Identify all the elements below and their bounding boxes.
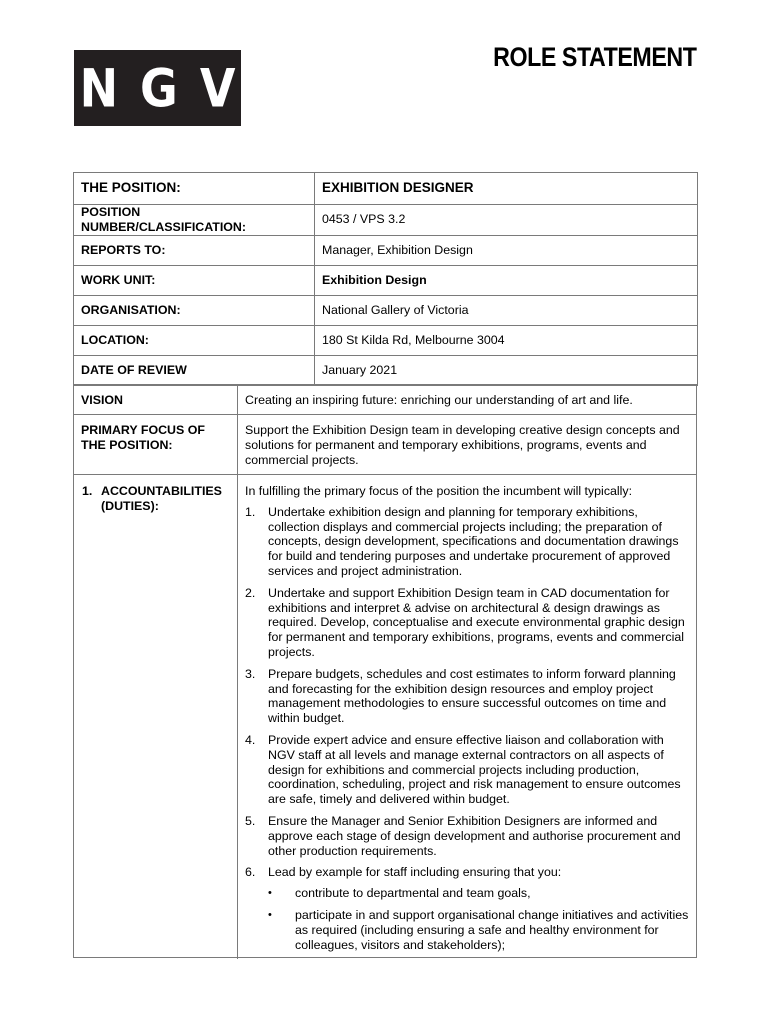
date-of-review-label: DATE OF REVIEW <box>74 355 315 385</box>
document-title: ROLE STATEMENT <box>492 42 696 72</box>
ngv-logo <box>74 50 258 126</box>
list-item <box>245 814 689 858</box>
position-number-label: POSITION NUMBER/CLASSIFICATION: <box>74 205 315 236</box>
table-row <box>74 235 698 265</box>
duty-number: 3. <box>245 666 256 681</box>
accountabilities-heading <box>82 484 230 514</box>
table-row <box>74 265 698 295</box>
accountabilities-content <box>238 475 696 959</box>
duty-text: Undertake exhibition design and planning for temporary exhibitions, collection displays and commercial projects including; the preparation of concepts, design development, specifications and documentation drawings for build and tendering purposes and undertake procurement of approved services and project administration. <box>268 504 679 578</box>
position-number-value: 0453 / VPS 3.2 <box>315 205 698 236</box>
list-item <box>245 865 689 880</box>
list-item <box>245 505 689 579</box>
bullet-icon: • <box>268 887 272 900</box>
primary-focus-label <box>74 415 238 474</box>
logo-text: NGV <box>79 56 258 120</box>
list-item <box>245 667 689 726</box>
section-number: 1. <box>82 484 93 498</box>
work-unit-label: WORK UNIT: <box>74 265 315 295</box>
duty-number: 4. <box>245 732 256 747</box>
duty-number: 5. <box>245 813 256 828</box>
role-details-grid <box>73 384 697 958</box>
table-row <box>74 325 698 355</box>
duty-number: 1. <box>245 504 256 519</box>
accountabilities-label-line1: ACCOUNTABILITIES <box>101 484 222 498</box>
duty-text: Ensure the Manager and Senior Exhibition Designers are informed and approve each stage of design development and authorise procurement and other production requirements. <box>268 813 681 858</box>
list-item <box>268 886 689 901</box>
primary-focus-label-line1: PRIMARY FOCUS OF <box>81 423 205 437</box>
primary-focus-row <box>74 414 696 474</box>
table-row <box>74 173 698 205</box>
date-of-review-value: January 2021 <box>315 355 698 385</box>
primary-focus-label-line2: THE POSITION: <box>81 437 173 452</box>
duty-text: Lead by example for staff including ensuring that you: <box>268 865 562 880</box>
position-details-table <box>73 172 698 386</box>
accountabilities-label-text <box>101 484 222 514</box>
position-title: EXHIBITION DESIGNER <box>315 173 698 205</box>
work-unit-value: Exhibition Design <box>315 265 698 295</box>
duty-number: 6. <box>245 865 256 880</box>
table-row <box>74 295 698 325</box>
duty-number: 2. <box>245 585 256 600</box>
list-item <box>245 733 689 807</box>
list-item <box>245 586 689 660</box>
accountabilities-row <box>74 474 696 959</box>
bullet-text: participate in and support organisational change initiatives and activities as required (including ensuring a safe and healthy environment for colleagues, visitors and stakeholders); <box>295 907 689 952</box>
vision-row <box>74 384 696 414</box>
bullet-icon: • <box>268 908 272 921</box>
reports-to-label: REPORTS TO: <box>74 235 315 265</box>
lead-by-example-list <box>245 886 689 952</box>
primary-focus-text: Support the Exhibition Design team in developing creative design concepts and solutions for permanent and temporary exhibitions, programs, events and commercial projects. <box>245 423 680 467</box>
organisation-label: ORGANISATION: <box>74 295 315 325</box>
organisation-value: National Gallery of Victoria <box>315 295 698 325</box>
bullet-text: contribute to departmental and team goals, <box>295 886 531 901</box>
table-row <box>74 355 698 385</box>
duty-text: Provide expert advice and ensure effective liaison and collaboration with NGV staff at all levels and manage external contractors on all aspects of design for exhibitions and commercial projects including production, coordination, scheduling, project and risk management to ensure outcomes are safe, timely and delivered within budget. <box>268 732 681 807</box>
duty-text: Prepare budgets, schedules and cost estimates to inform forward planning and forecasting for the exhibition design resources and employ project management methodologies to ensure successful outcomes on time and within budget. <box>268 666 676 726</box>
reports-to-value: Manager, Exhibition Design <box>315 235 698 265</box>
location-value: 180 St Kilda Rd, Melbourne 3004 <box>315 325 698 355</box>
position-label: THE POSITION: <box>74 173 315 205</box>
accountabilities-label-line2: (DUTIES): <box>101 498 159 513</box>
duties-list <box>245 505 689 880</box>
table-row <box>74 205 698 236</box>
accountabilities-intro: In fulfilling the primary focus of the position the incumbent will typically: <box>245 484 633 498</box>
list-item <box>268 908 689 952</box>
vision-label: VISION <box>74 385 238 414</box>
location-label: LOCATION: <box>74 325 315 355</box>
accountabilities-label <box>74 475 238 959</box>
duty-text: Undertake and support Exhibition Design team in CAD documentation for exhibitions and interpret & advise on architectural & design drawings as required. Develop, conceptualise and execute environmental graphic design for permanent and temporary exhibitions, programs, events and commercial projects. <box>268 585 685 659</box>
vision-text: Creating an inspiring future: enriching our understanding of art and life. <box>245 393 633 407</box>
